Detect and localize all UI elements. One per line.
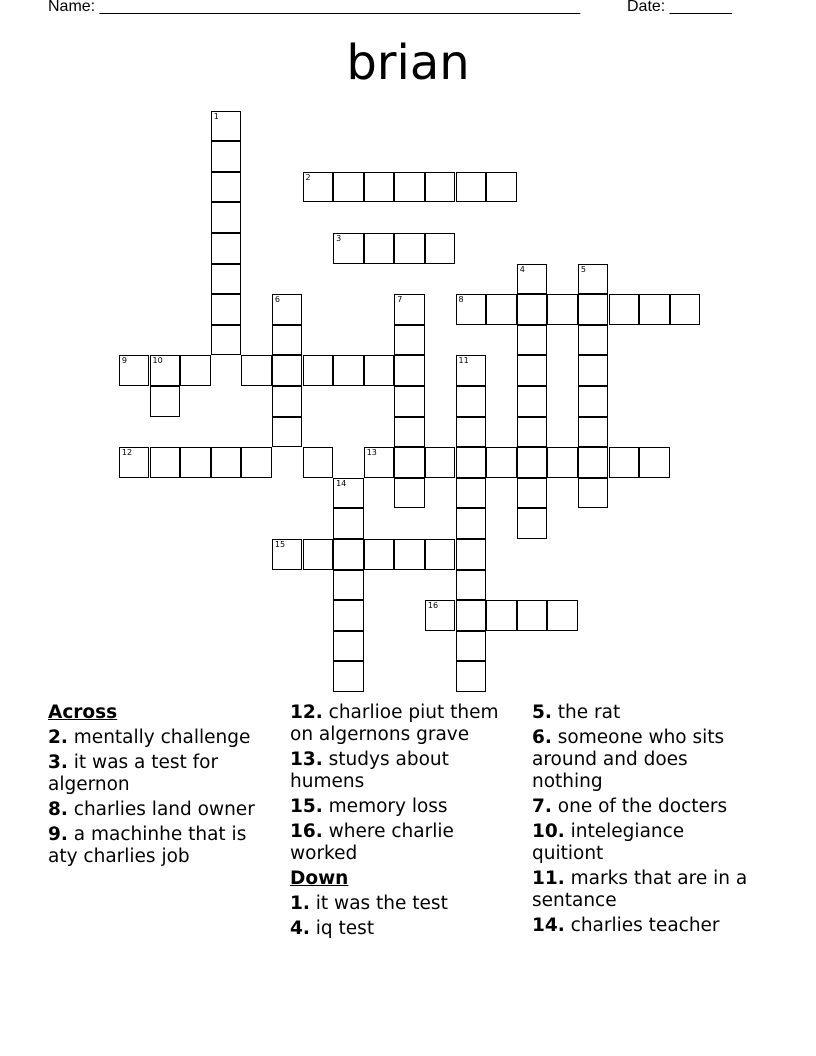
crossword-cell[interactable] <box>333 233 364 264</box>
clue-number: 7 <box>397 295 403 305</box>
crossword-cell[interactable] <box>517 508 548 539</box>
crossword-cell[interactable] <box>456 539 487 570</box>
clue-item: 13. studys about humens <box>290 749 449 792</box>
clue-item: 1. it was the test <box>290 893 448 914</box>
crossword-cell[interactable] <box>211 141 242 172</box>
crossword-cell[interactable] <box>456 447 487 478</box>
crossword-cell[interactable] <box>517 264 548 295</box>
crossword-cell[interactable] <box>180 447 211 478</box>
crossword-cell[interactable] <box>578 294 609 325</box>
crossword-cell[interactable] <box>272 325 303 356</box>
clue-item: 5. the rat <box>532 702 621 723</box>
clue-number: 12 <box>121 448 133 458</box>
crossword-cell[interactable] <box>639 447 670 478</box>
crossword-cell[interactable] <box>425 539 456 570</box>
crossword-cell[interactable] <box>456 386 487 417</box>
clues-column-3 <box>532 702 757 940</box>
clue-item: 2. mentally challenge <box>48 727 251 748</box>
crossword-cell[interactable] <box>578 478 609 509</box>
clue-item: 7. one of the docters <box>532 796 728 817</box>
clue-number: 9 <box>121 356 127 366</box>
crossword-cell[interactable] <box>517 600 548 631</box>
crossword-cell[interactable] <box>211 172 242 203</box>
down-heading: Down <box>290 868 349 889</box>
crossword-cell[interactable] <box>670 294 701 325</box>
crossword-cell[interactable] <box>609 447 640 478</box>
date-field-label: Date: _______ <box>627 0 732 15</box>
clue-number: 10 <box>152 356 163 366</box>
clue-item: 6. someone who sits around and does nothing <box>532 727 725 792</box>
clue-item: 12. charlioe piut them on algernons grave <box>290 702 499 745</box>
crossword-cell[interactable] <box>272 386 303 417</box>
clue-number: 15 <box>274 540 286 549</box>
crossword-cell[interactable] <box>394 417 425 448</box>
clue-number: 8 <box>458 295 464 305</box>
crossword-cell[interactable] <box>394 294 425 325</box>
clue-item: 11. marks that are in a sentance <box>532 868 748 911</box>
crossword-cell[interactable] <box>333 570 364 601</box>
crossword-cell[interactable] <box>547 447 578 478</box>
crossword-cell[interactable] <box>333 478 364 509</box>
crossword-cell[interactable] <box>578 325 609 356</box>
clue-number: 6 <box>274 295 280 305</box>
crossword-cell[interactable] <box>394 172 425 203</box>
crossword-cell[interactable] <box>333 631 364 662</box>
crossword-cell[interactable] <box>425 600 456 631</box>
crossword-cell[interactable] <box>456 661 487 692</box>
crossword-cell[interactable] <box>272 539 303 570</box>
clue-item: 10. intelegiance quitiont <box>532 821 685 864</box>
crossword-cell[interactable] <box>364 233 395 264</box>
crossword-cell[interactable] <box>211 325 242 356</box>
clues-column-1 <box>48 702 273 871</box>
crossword-cell[interactable] <box>425 447 456 478</box>
crossword-cell[interactable] <box>364 172 395 203</box>
crossword-cell[interactable] <box>364 355 395 386</box>
crossword-cell[interactable] <box>241 447 272 478</box>
crossword-cell[interactable] <box>272 294 303 325</box>
crossword-cell[interactable] <box>456 355 487 386</box>
clue-number: 4 <box>519 264 525 274</box>
crossword-cell[interactable] <box>211 233 242 264</box>
crossword-cell[interactable] <box>150 386 181 417</box>
crossword-cell[interactable] <box>333 172 364 203</box>
crossword-cell[interactable] <box>394 233 425 264</box>
crossword-cell[interactable] <box>486 172 517 203</box>
crossword-cell[interactable] <box>150 355 181 386</box>
crossword-cell[interactable] <box>119 355 150 386</box>
crossword-cell[interactable] <box>303 355 334 386</box>
crossword-cell[interactable] <box>394 355 425 386</box>
crossword-cell[interactable] <box>578 417 609 448</box>
clue-number: 5 <box>580 264 586 274</box>
crossword-cell[interactable] <box>394 478 425 509</box>
page-title: brian <box>346 35 470 91</box>
crossword-cell[interactable] <box>394 325 425 356</box>
crossword-cell[interactable] <box>394 539 425 570</box>
crossword-cell[interactable] <box>241 355 272 386</box>
crossword-cell[interactable] <box>456 172 487 203</box>
clue-number: 3 <box>336 234 342 243</box>
crossword-cell[interactable] <box>578 355 609 386</box>
crossword-cell[interactable] <box>456 294 487 325</box>
crossword-cell[interactable] <box>119 447 150 478</box>
crossword-cell[interactable] <box>578 386 609 417</box>
clue-number: 1 <box>213 111 219 121</box>
clue-number: 2 <box>305 172 311 182</box>
crossword-cell[interactable] <box>578 447 609 478</box>
clue-item: 8. charlies land owner <box>48 799 255 820</box>
crossword-cell[interactable] <box>456 631 487 662</box>
crossword-cell[interactable] <box>456 570 487 601</box>
crossword-cell[interactable] <box>456 508 487 539</box>
across-heading: Across <box>48 702 118 723</box>
crossword-cell[interactable] <box>303 172 334 203</box>
crossword-cell[interactable] <box>639 294 670 325</box>
crossword-cell[interactable] <box>303 447 334 478</box>
crossword-cell[interactable] <box>578 264 609 295</box>
crossword-cell[interactable] <box>486 447 517 478</box>
crossword-cell[interactable] <box>211 264 242 295</box>
crossword-cell[interactable] <box>456 600 487 631</box>
crossword-cell[interactable] <box>211 202 242 233</box>
crossword-cell[interactable] <box>486 294 517 325</box>
crossword-cell[interactable] <box>456 417 487 448</box>
clue-item: 9. a machinhe that is aty charlies job <box>48 824 247 867</box>
crossword-cell[interactable] <box>333 661 364 692</box>
clue-item: 15. memory loss <box>290 796 448 817</box>
crossword-cell[interactable] <box>150 447 181 478</box>
crossword-cell[interactable] <box>517 386 548 417</box>
crossword-cell[interactable] <box>547 600 578 631</box>
crossword-cell[interactable] <box>456 478 487 509</box>
clue-item: 4. iq test <box>290 918 375 939</box>
crossword-cell[interactable] <box>303 539 334 570</box>
crossword-cell[interactable] <box>517 325 548 356</box>
crossword-cell[interactable] <box>211 111 242 142</box>
name-field-label: Name: ______________________________________________________ <box>48 0 581 15</box>
crossword-cell[interactable] <box>211 294 242 325</box>
crossword-cell[interactable] <box>517 417 548 448</box>
crossword-cell[interactable] <box>394 447 425 478</box>
crossword-cell[interactable] <box>333 600 364 631</box>
crossword-cell[interactable] <box>547 294 578 325</box>
clue-item: 16. where charlie worked <box>290 821 454 864</box>
crossword-cell[interactable] <box>517 478 548 509</box>
clue-item: 14. charlies teacher <box>532 915 720 936</box>
crossword-cell[interactable] <box>180 355 211 386</box>
clue-item: 3. it was a test for algernon <box>48 752 219 795</box>
crossword-cell[interactable] <box>211 447 242 478</box>
crossword-cell[interactable] <box>333 355 364 386</box>
crossword-cell[interactable] <box>517 294 548 325</box>
clue-number: 13 <box>366 448 377 458</box>
crossword-cell[interactable] <box>394 386 425 417</box>
clue-number: 14 <box>336 478 347 488</box>
crossword-cell[interactable] <box>517 447 548 478</box>
crossword-cell[interactable] <box>272 417 303 448</box>
crossword-cell[interactable] <box>272 355 303 386</box>
clue-number: 16 <box>427 601 439 611</box>
crossword-cell[interactable] <box>364 447 395 478</box>
clues-column-2 <box>290 702 520 943</box>
crossword-cell[interactable] <box>517 355 548 386</box>
crossword-cell[interactable] <box>425 172 456 203</box>
crossword-cell[interactable] <box>364 539 395 570</box>
crossword-cell[interactable] <box>486 600 517 631</box>
crossword-cell[interactable] <box>333 539 364 570</box>
crossword-cell[interactable] <box>333 508 364 539</box>
crossword-cell[interactable] <box>609 294 640 325</box>
crossword-cell[interactable] <box>425 233 456 264</box>
clue-number: 11 <box>458 356 469 366</box>
